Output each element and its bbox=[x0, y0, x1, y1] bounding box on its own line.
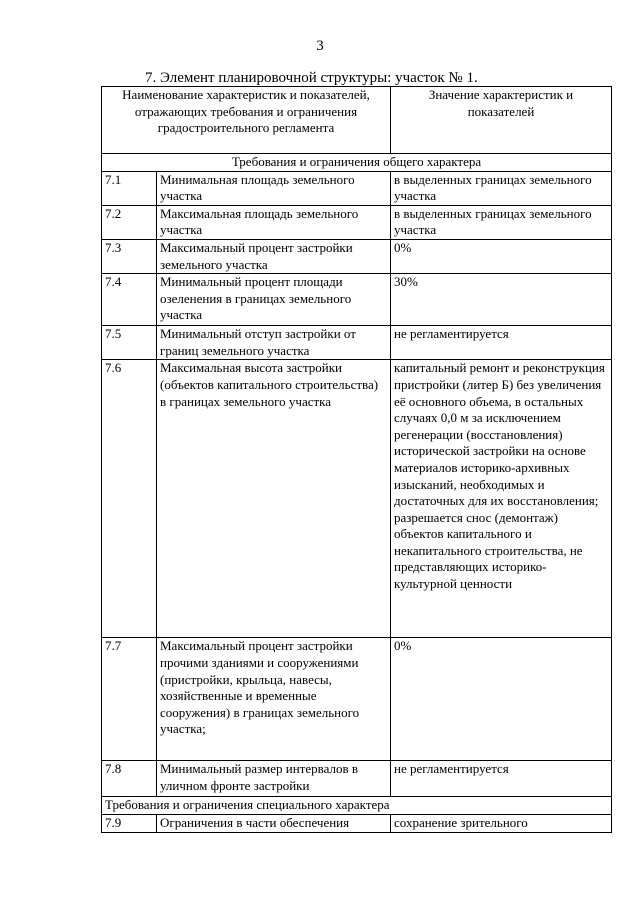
row-number: 7.3 bbox=[102, 239, 157, 273]
row-number: 7.6 bbox=[102, 360, 157, 638]
table-row bbox=[102, 326, 612, 360]
section-row-general bbox=[102, 154, 612, 172]
table-row bbox=[102, 638, 612, 761]
row-value: 30% bbox=[391, 274, 612, 326]
table-row bbox=[102, 761, 612, 797]
table-header-row bbox=[102, 87, 612, 154]
row-number: 7.2 bbox=[102, 205, 157, 239]
table-row bbox=[102, 360, 612, 638]
row-number: 7.7 bbox=[102, 638, 157, 761]
table-row bbox=[102, 274, 612, 326]
row-value: 0% bbox=[391, 239, 612, 273]
row-number: 7.8 bbox=[102, 761, 157, 797]
row-name: Минимальный отступ застройки от границ земельного участка bbox=[157, 326, 391, 360]
row-number: 7.1 bbox=[102, 171, 157, 205]
row-value: капитальный ремонт и реконструкция пристройки (литер Б) без увеличения её основного объема, в остальных случаях 0,0 м за исключением регенерации (восстановления) исторической застройки на основе материалов историко-архивных изысканий, необходимых и достаточных для их восстановления; разрешается снос (демонтаж) объектов капитального и некапитального строительства, не представляющих историко-культурной ценности bbox=[391, 360, 612, 638]
section-special-title: Требования и ограничения специального характера bbox=[102, 797, 612, 815]
row-name: Максимальная высота застройки (объектов капитального строительства) в границах земельного участка bbox=[157, 360, 391, 638]
row-name: Ограничения в части обеспечения bbox=[157, 814, 391, 832]
row-name: Минимальная площадь земельного участка bbox=[157, 171, 391, 205]
row-name: Максимальный процент застройки земельного участка bbox=[157, 239, 391, 273]
table-row bbox=[102, 205, 612, 239]
header-name-cell: Наименование характеристик и показателей, отражающих требования и ограничения градостроительного регламента bbox=[102, 87, 391, 154]
section-general-title: Требования и ограничения общего характера bbox=[102, 154, 612, 172]
row-name: Минимальный размер интервалов в уличном фронте застройки bbox=[157, 761, 391, 797]
row-name: Максимальный процент застройки прочими зданиями и сооружениями (пристройки, крыльца, навесы, хозяйственные и временные сооружения) в границах земельного участка; bbox=[157, 638, 391, 761]
row-number: 7.9 bbox=[102, 814, 157, 832]
section-heading: 7. Элемент планировочной структуры: участок № 1. bbox=[145, 70, 478, 86]
row-value: в выделенных границах земельного участка bbox=[391, 205, 612, 239]
table-row bbox=[102, 239, 612, 273]
table-row bbox=[102, 814, 612, 832]
row-name: Минимальный процент площади озеленения в границах земельного участка bbox=[157, 274, 391, 326]
table-row bbox=[102, 171, 612, 205]
row-number: 7.4 bbox=[102, 274, 157, 326]
row-value: не регламентируется bbox=[391, 326, 612, 360]
row-value: 0% bbox=[391, 638, 612, 761]
page-number: 3 bbox=[316, 38, 324, 54]
row-number: 7.5 bbox=[102, 326, 157, 360]
row-value: сохранение зрительного bbox=[391, 814, 612, 832]
row-value: не регламентируется bbox=[391, 761, 612, 797]
section-row-special bbox=[102, 797, 612, 815]
row-name: Максимальная площадь земельного участка bbox=[157, 205, 391, 239]
regulation-table bbox=[101, 86, 612, 833]
header-value-cell: Значение характеристик и показателей bbox=[391, 87, 612, 154]
row-value: в выделенных границах земельного участка bbox=[391, 171, 612, 205]
